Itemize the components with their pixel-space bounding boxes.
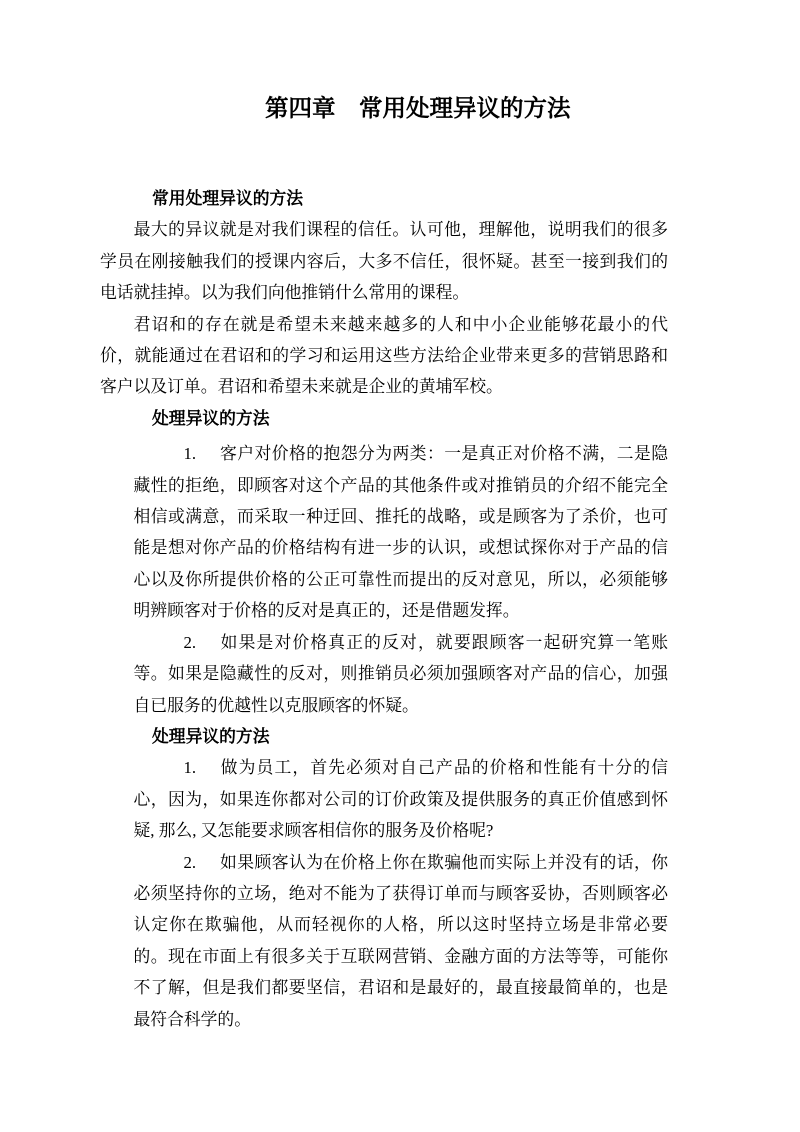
list-item-number: 1. <box>183 758 197 778</box>
list-item-number: 2. <box>183 632 197 652</box>
list-item-text: 如果是对价格真正的反对，就要跟顾客一起研究算一笔账等。如果是隐藏性的反对，则推销员必须加强顾客对产品的信心，加强自已服务的优越性以克服顾客的怀疑。 <box>133 632 668 715</box>
section-3-heading: 处理异议的方法 <box>152 726 270 746</box>
list-item-text: 如果顾客认为在价格上你在欺骗他而实际上并没有的话，你必须坚持你的立场，绝对不能为了获得订单而与顾客妥协，否则顾客必认定你在欺骗他，从而轻视你的人格，所以这时坚持立场是非常必要的。现在市面上有很多关于互联网营销、金融方面的方法等等，可能你不了解，但是我们都要坚信，君诏和是最好的，最直接最简单的，也是最符合科学的。 <box>133 852 668 1029</box>
section-3-list-item-2 <box>134 847 669 1035</box>
section-3-list-item-1 <box>134 752 669 846</box>
section-2-heading: 处理异议的方法 <box>152 408 270 428</box>
list-item-number: 1. <box>183 444 197 464</box>
list-item-text: 客户对价格的抱怨分为两类：一是真正对价格不满，二是隐藏性的拒绝，即顾客对这个产品的其他条件或对推销员的介绍不能完全相信或满意，而采取一种迂回、推托的战略，或是顾客为了杀价，也可能是想对你产品的价格结构有进一步的认识，或想试探你对于产品的信心以及你所提供价格的公正可靠性而提出的反对意见，所以，必须能够明辨顾客对于价格的反对是真正的，还是借题发挥。 <box>133 444 668 621</box>
section-1-paragraph-1: 最大的异议就是对我们课程的信任。认可他，理解他，说明我们的很多学员在刚接触我们的授课内容后，大多不信任，很怀疑。甚至一接到我们的电话就挂掉。以为我们向他推销什么常用的课程。 <box>100 220 668 303</box>
section-2-list-item-1 <box>134 438 669 626</box>
section-1-paragraph-2: 君诏和的存在就是希望未来越来越多的人和中小企业能够花最小的代价，就能通过在君诏和的学习和运用这些方法给企业带来更多的营销思路和客户以及订单。君诏和希望未来就是企业的黄埔军校。 <box>100 314 668 397</box>
section-1-heading: 常用处理异议的方法 <box>152 189 304 208</box>
document-content <box>100 0 668 1035</box>
section-2-list-item-2 <box>134 627 669 721</box>
list-item-number: 2. <box>183 852 197 872</box>
document-title: 第四章 常用处理异议的方法 <box>265 96 571 122</box>
list-item-text: 做为员工，首先必须对自己产品的价格和性能有十分的信心，因为，如果连你都对公司的订价政策及提供服务的真正价值感到怀疑, 那么, 又怎能要求顾客相信你的服务及价格呢? <box>133 758 668 841</box>
